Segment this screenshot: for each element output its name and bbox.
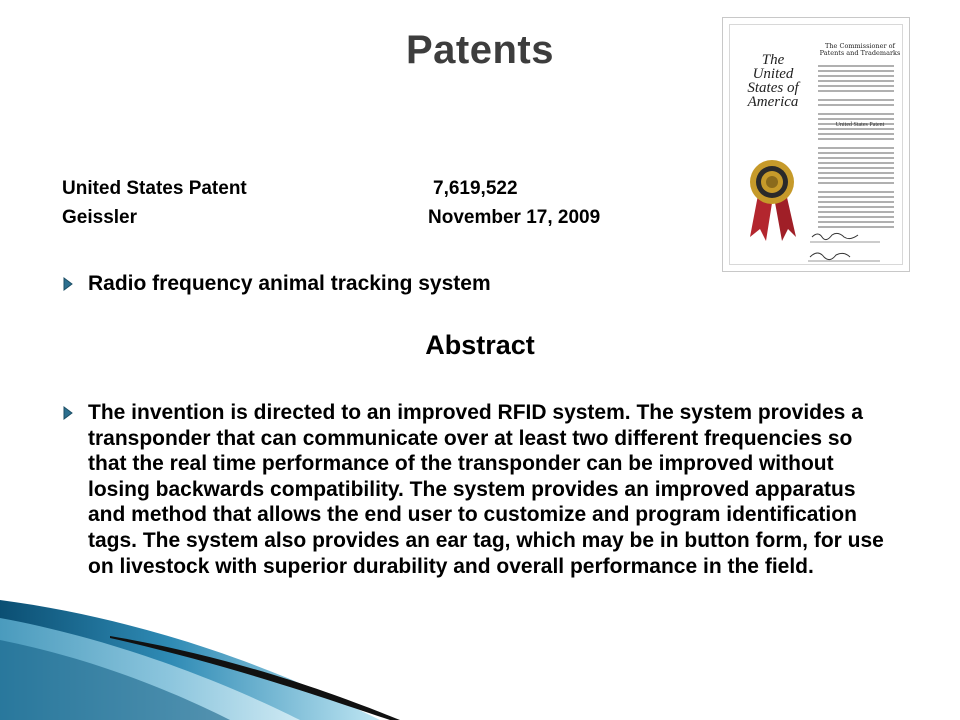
decorative-swoosh xyxy=(0,600,960,720)
invention-title-bullet xyxy=(62,271,491,296)
patent-date: November 17, 2009 xyxy=(428,207,601,228)
slide-title: Patents xyxy=(406,28,554,72)
certificate-border xyxy=(729,24,903,265)
certificate-graphics xyxy=(730,25,902,264)
gold-seal-icon xyxy=(750,160,796,241)
invention-title: Radio frequency animal tracking system xyxy=(88,272,491,295)
abstract-text: The invention is directed to an improved RFID system. The system provides a transponder that can communicate over at least two different frequencies so that the real time performance of the transponder can be improved without losing backwards compatibility. The system provides an improved apparatus and method that allows the end user to customize and program identification tags. The system also provides an ear tag, which may be in button form, for use on livestock with superior durability and overall performance in the field. xyxy=(88,401,884,578)
patent-certificate-image xyxy=(722,17,910,272)
triangle-bullet-icon xyxy=(62,400,88,425)
patent-number: 7,619,522 xyxy=(433,178,518,199)
signature-marks xyxy=(808,233,880,261)
patent-label: United States Patent xyxy=(62,178,247,199)
certificate-heading-line1: The Commissioner of xyxy=(825,42,895,50)
abstract-heading: Abstract xyxy=(425,330,535,360)
abstract-bullet xyxy=(62,400,893,579)
triangle-bullet-icon xyxy=(62,271,88,296)
inventor-name: Geissler xyxy=(62,207,137,228)
certificate-doc-title: United States Patent xyxy=(835,122,885,128)
certificate-heading-line2: Patents and Trademarks xyxy=(819,49,901,57)
certificate-seal-text: The United States of America xyxy=(747,52,799,110)
